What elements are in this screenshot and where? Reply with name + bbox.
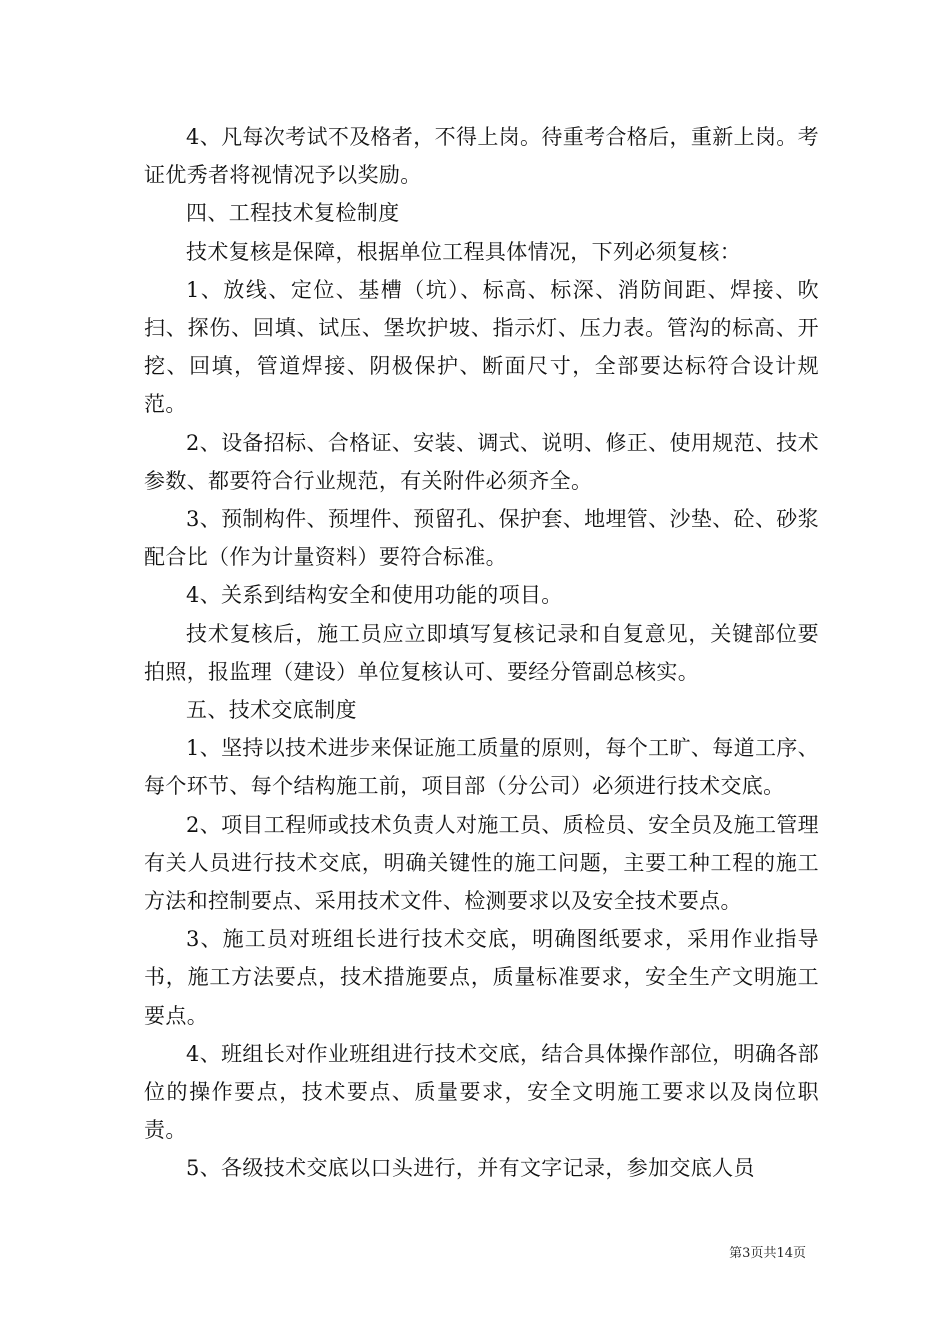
section-heading-tech-recheck: 四、工程技术复检制度 [186, 201, 400, 226]
paragraph-briefing-item-4: 4、班组长对作业班组进行技术交底，结合具体操作部位，明确各部位的操作要点，技术要点、质量要求，安全文明施工要求以及岗位职责。 [144, 1041, 819, 1143]
paragraph-recheck-item-3: 3、预制构件、预埋件、预留孔、保护套、地埋管、沙垫、砼、砂浆配合比（作为计量资料）要符合标准。 [144, 507, 819, 570]
paragraph-recheck-item-2: 2、设备招标、合格证、安装、调式、说明、修正、使用规范、技术参数、都要符合行业规范，有关附件必须齐全。 [144, 430, 819, 493]
paragraph-briefing-item-1: 1、坚持以技术进步来保证施工质量的原则，每个工旷、每道工序、每个环节、每个结构施工前，项目部（分公司）必须进行技术交底。 [144, 736, 819, 799]
page-footer [0, 1245, 806, 1263]
paragraph-recheck-after: 技术复核后，施工员应立即填写复核记录和自复意见，关键部位要拍照，报监理（建设）单位复核认可、要经分管副总核实。 [144, 621, 819, 684]
paragraph-briefing-item-3: 3、施工员对班组长进行技术交底，明确图纸要求，采用作业指导书，施工方法要点，技术措施要点，质量标准要求，安全生产文明施工要点。 [144, 927, 819, 1028]
section-heading-tech-briefing: 五、技术交底制度 [186, 698, 357, 723]
paragraph-recheck-intro: 技术复核是保障，根据单位工程具体情况，下列必须复核： [186, 239, 742, 264]
paragraph-briefing-item-5: 5、各级技术交底以口头进行，并有文字记录，参加交底人员 [186, 1156, 755, 1181]
paragraph-recheck-item-1: 1、放线、定位、基槽（坑）、标高、标深、消防间距、焊接、吹扫、探伤、回填、试压、堡坎护坡、指示灯、压力表。管沟的标高、开挖、回填，管道焊接、阴极保护、断面尺寸，全部要达标符合设计规范。 [144, 277, 819, 417]
paragraph-exam-rule: 4、凡每次考试不及格者，不得上岗。待重考合格后，重新上岗。考证优秀者将视情况予以奖励。 [144, 125, 819, 188]
paragraph-briefing-item-2: 2、项目工程师或技术负责人对施工员、质检员、安全员及施工管理有关人员进行技术交底，明确关键性的施工问题，主要工种工程的施工方法和控制要点、采用技术文件、检测要求以及安全技术要点。 [144, 812, 819, 914]
document-body [144, 118, 819, 1188]
paragraph-recheck-item-4: 4、关系到结构安全和使用功能的项目。 [186, 583, 563, 608]
page-number-label: 第3页共14页 [729, 1246, 806, 1261]
